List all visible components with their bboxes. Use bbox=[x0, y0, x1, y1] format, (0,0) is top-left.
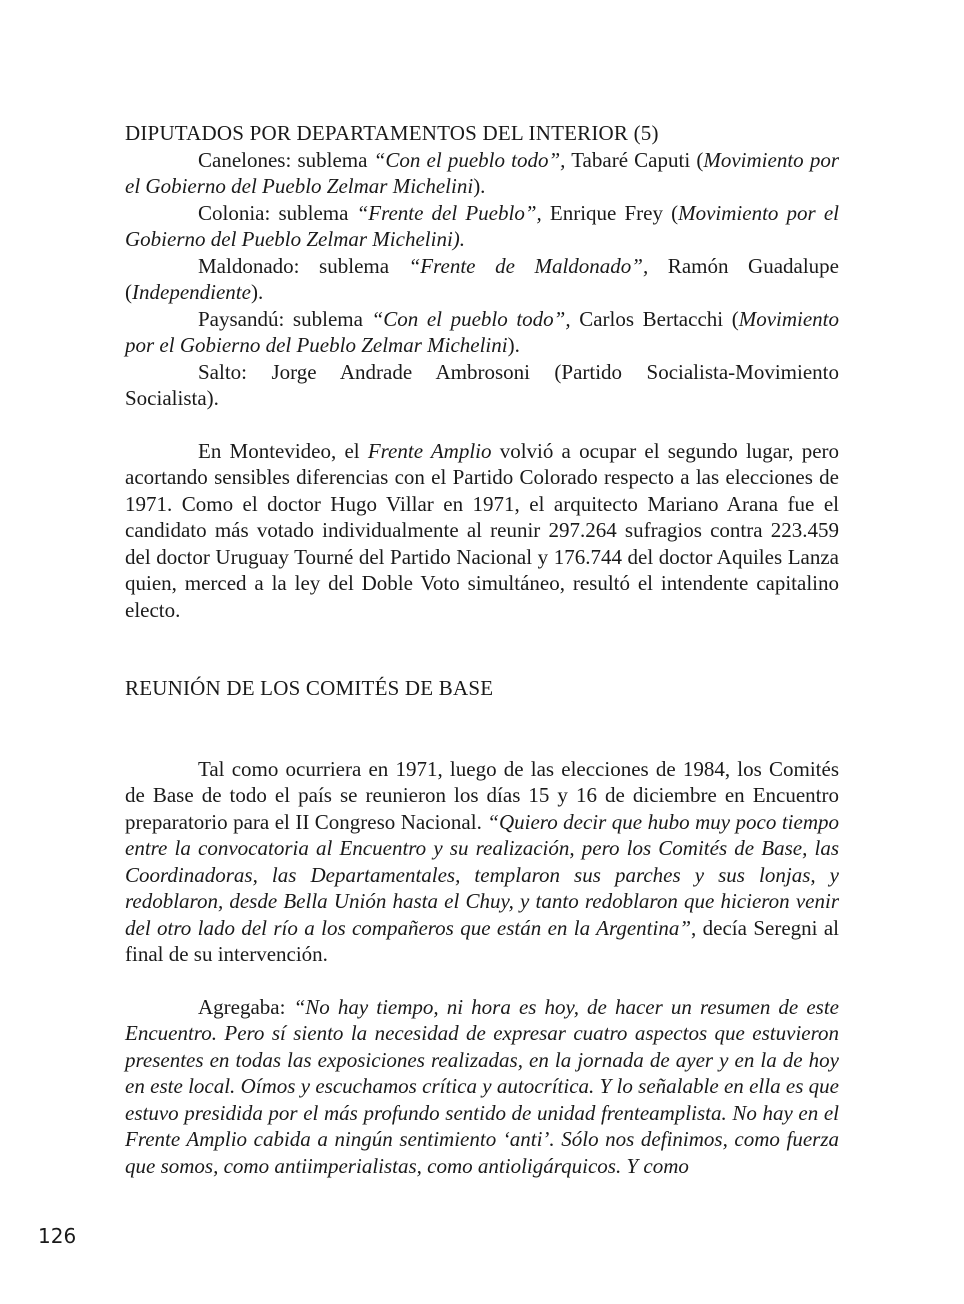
entry-group: Movimiento por el Gobierno del Pueblo Zelmar Michelini bbox=[125, 147, 839, 198]
spacer bbox=[125, 702, 839, 756]
entry-lead: Maldonado: sublema bbox=[198, 253, 409, 278]
entry-lead: Colonia: sublema bbox=[198, 200, 357, 225]
entry-name: Ramón Guadalupe ( bbox=[125, 253, 840, 304]
entry-colonia bbox=[125, 200, 839, 253]
text-run: volvió a ocupar el segundo lugar, pero acortando sensibles diferencias con el Partido Colorado respecto a las elecciones de 1971. Como el doctor Hugo Villar en 1971, el arquitecto Mariano Arana fue el candidato más votado individualmente al reunir 297.264 sufragios contra 223.459 del doctor Uruguay Tourné del Partido Nacional y 176.744 del doctor Aquiles Lanza quien, merced a la ley del Doble Voto simultáneo, resultó el intendente capitalino electo. bbox=[125, 438, 840, 622]
quote-seregni: “Quiero decir que hubo muy poco tiempo entre la convocatoria al Encuentro y su realización, pero los Comités de Base, las Coordinadoras, las Departamentales, templaron sus parches y sus lonjas, y redoblaron, desde Bella Unión hasta el Chuy, y tanto redoblaron que hicieron venir del otro lado del río a los compañeros que están en la Argentina” bbox=[125, 809, 839, 940]
section-heading-comites: REUNIÓN DE LOS COMITÉS DE BASE bbox=[125, 676, 494, 700]
entry-tail: ). bbox=[507, 333, 520, 357]
entry-name: Enrique Frey ( bbox=[541, 200, 679, 225]
entry-group: Movimiento por el Gobierno del Pueblo Zelmar Michelini). bbox=[125, 200, 839, 251]
entry-canelones bbox=[125, 147, 839, 200]
page-number: 126 bbox=[38, 1224, 77, 1248]
paragraph-montevideo bbox=[125, 438, 839, 624]
section-heading-diputados: DIPUTADOS POR DEPARTAMENTOS DEL INTERIOR (5) bbox=[125, 121, 659, 145]
entry-name: Carlos Bertacchi ( bbox=[570, 306, 739, 331]
entry-salto: Salto: Jorge Andrade Ambrosoni (Partido Socialista-Movimiento Socialista). bbox=[125, 359, 839, 410]
spacer bbox=[125, 623, 839, 675]
spacer bbox=[125, 412, 839, 438]
frente-amplio-italic: Frente Amplio bbox=[367, 438, 492, 463]
text-run: En Montevideo, el bbox=[198, 438, 368, 463]
entry-group: Independiente bbox=[132, 280, 251, 304]
entry-group: Movimiento por el Gobierno del Pueblo Zelmar Michelini bbox=[125, 306, 840, 357]
spacer bbox=[125, 968, 839, 994]
paragraph-encuentro bbox=[125, 756, 839, 968]
paragraph-agregaba bbox=[125, 994, 839, 1180]
text-run: Agregaba: bbox=[198, 994, 294, 1019]
entry-tail: ). bbox=[473, 174, 486, 198]
quote-agregaba: “No hay tiempo, ni hora es hoy, de hacer un resumen de este Encuentro. Pero sí siento la necesidad de expresar cuatro aspectos que estuvieron presentes en todas las exposiciones realizadas, en la jornada de ayer y en la de hoy en este local. Oímos y escuchamos crítica y autocrítica. Y lo señalable en ella es que estuvo presidida por el más profundo sentido de unidad frenteamplista. No hay en el Frente Amplio cabida a ningún sentimiento ‘anti’. Sólo nos definimos, como fuerza que somos, como antiimperialistas, como antioligárquicos. Y como bbox=[125, 994, 839, 1178]
text-run: Tal como ocurriera en 1971, luego de las elecciones de 1984, los Comités de Base de todo el país se reunieron los días 15 y 16 de diciembre en Encuentro preparatorio para el II Congreso Nacional. bbox=[125, 756, 839, 834]
entry-name: Tabaré Caputi ( bbox=[565, 147, 704, 172]
entry-maldonado bbox=[125, 253, 839, 306]
page-body bbox=[125, 120, 839, 1179]
entry-tail: ). bbox=[250, 280, 264, 304]
entry-sublema: “Con el pueblo todo”, bbox=[373, 147, 566, 172]
entry-sublema: “Frente del Pueblo”, bbox=[356, 200, 542, 225]
entry-sublema: “Frente de Maldonado”, bbox=[408, 253, 649, 278]
text-run: , decía Seregni al final de su intervención. bbox=[125, 915, 839, 966]
entry-paysandu bbox=[125, 306, 839, 359]
entry-lead: Canelones: sublema bbox=[198, 147, 374, 172]
entry-sublema: “Con el pueblo todo”, bbox=[371, 306, 571, 331]
entry-lead: Paysandú: sublema bbox=[198, 306, 372, 331]
